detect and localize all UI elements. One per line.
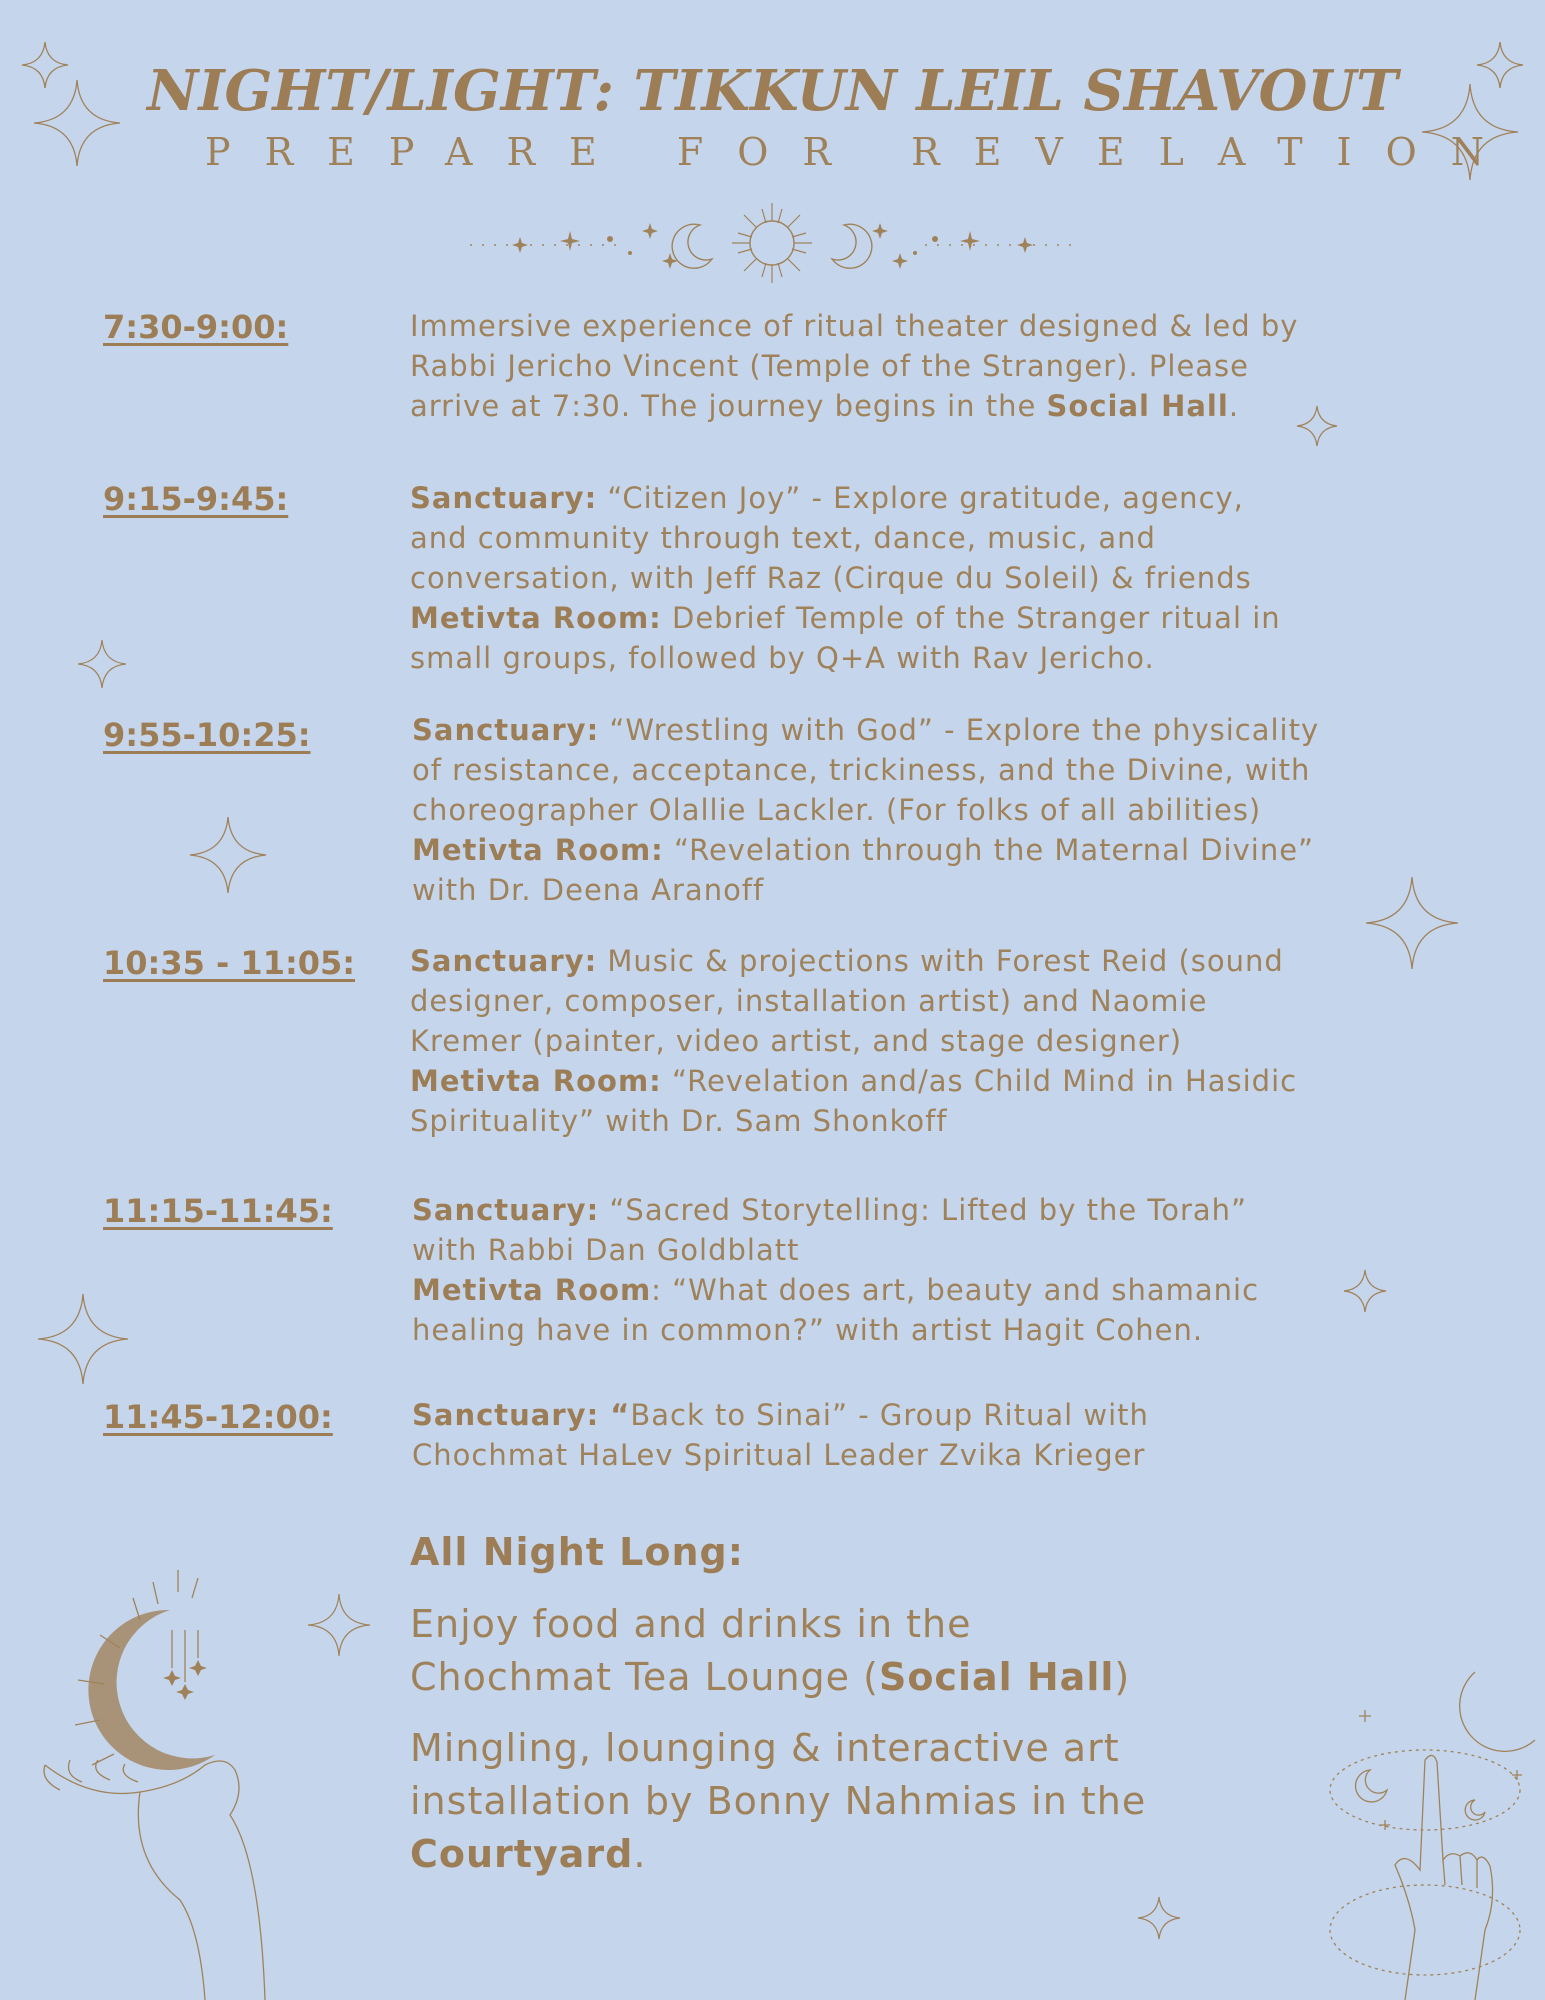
sparkle-icon (1420, 82, 1520, 182)
session-description: Sanctuary: “Wrestling with God” - Explore the physicality of resistance, acceptance, trickiness, and the Divine, with choreographer Olallie Lackler. (For folks of all abilities) Metivta Room: “Revelation through the Maternal Divine” with Dr. Deena Aranoff (412, 713, 1320, 907)
sparkle-icon (1136, 1895, 1182, 1941)
time-slot: 11:15-11:45: (103, 1192, 333, 1230)
hand-moon-illustration-icon (30, 1560, 320, 2000)
mingling-info: Mingling, lounging & interactive art installation by Bonny Nahmias in the Courtyard. (410, 1726, 1147, 1876)
session-description: Sanctuary: “Citizen Joy” - Explore gratitude, agency, and community through text, dance, music, and conversation, with Jeff Raz (Cirque du Soleil) & friends Metivta Room: Debrief Temple of the Stranger ritual in small groups, followed by Q+A with Rav Jericho. (410, 481, 1281, 675)
page-subtitle: PREPARE FOR REVELATION (205, 130, 1518, 174)
session-description: Immersive experience of ritual theater designed & led by Rabbi Jericho Vincent (Temple of the Stranger). Please arrive at 7:30. The journey begins in the Social Hall. (410, 309, 1299, 423)
sparkle-icon (188, 815, 268, 895)
celestial-ornament-icon (460, 195, 1085, 285)
session-description: Sanctuary: “Sacred Storytelling: Lifted by the Torah” with Rabbi Dan Goldblatt Metivta Room: “What does art, beauty and shamanic healing have in common?” with artist Hagit Cohen. (412, 1193, 1260, 1347)
page-title: NIGHT/LIGHT: TIKKUN LEIL SHAVOUT (147, 58, 1398, 124)
session-description: Sanctuary: “Back to Sinai” - Group Ritual with Chochmat HaLev Spiritual Leader Zvika Krieger (412, 1398, 1149, 1472)
sparkle-icon (32, 78, 122, 168)
time-slot: 9:55-10:25: (103, 716, 311, 754)
time-slot: 10:35 - 11:05: (103, 944, 356, 982)
time-slot: 11:45-12:00: (103, 1398, 333, 1436)
sparkle-icon (36, 1292, 130, 1386)
sparkle-icon (76, 638, 128, 690)
time-slot: 7:30-9:00: (103, 308, 289, 346)
pointing-hand-moon-illustration-icon (1325, 1660, 1540, 2000)
time-slot: 9:15-9:45: (103, 480, 289, 518)
all-night-heading: All Night Long: (410, 1530, 744, 1574)
session-description: Sanctuary: Music & projections with Forest Reid (sound designer, composer, installation artist) and Naomie Kremer (painter, video artist, and stage designer) Metivta Room: “Revelation and/as Child Mind in Hasidic Spirituality” with Dr. Sam Shonkoff (410, 944, 1298, 1138)
food-info: Enjoy food and drinks in the Chochmat Tea Lounge (Social Hall) (410, 1602, 1131, 1699)
